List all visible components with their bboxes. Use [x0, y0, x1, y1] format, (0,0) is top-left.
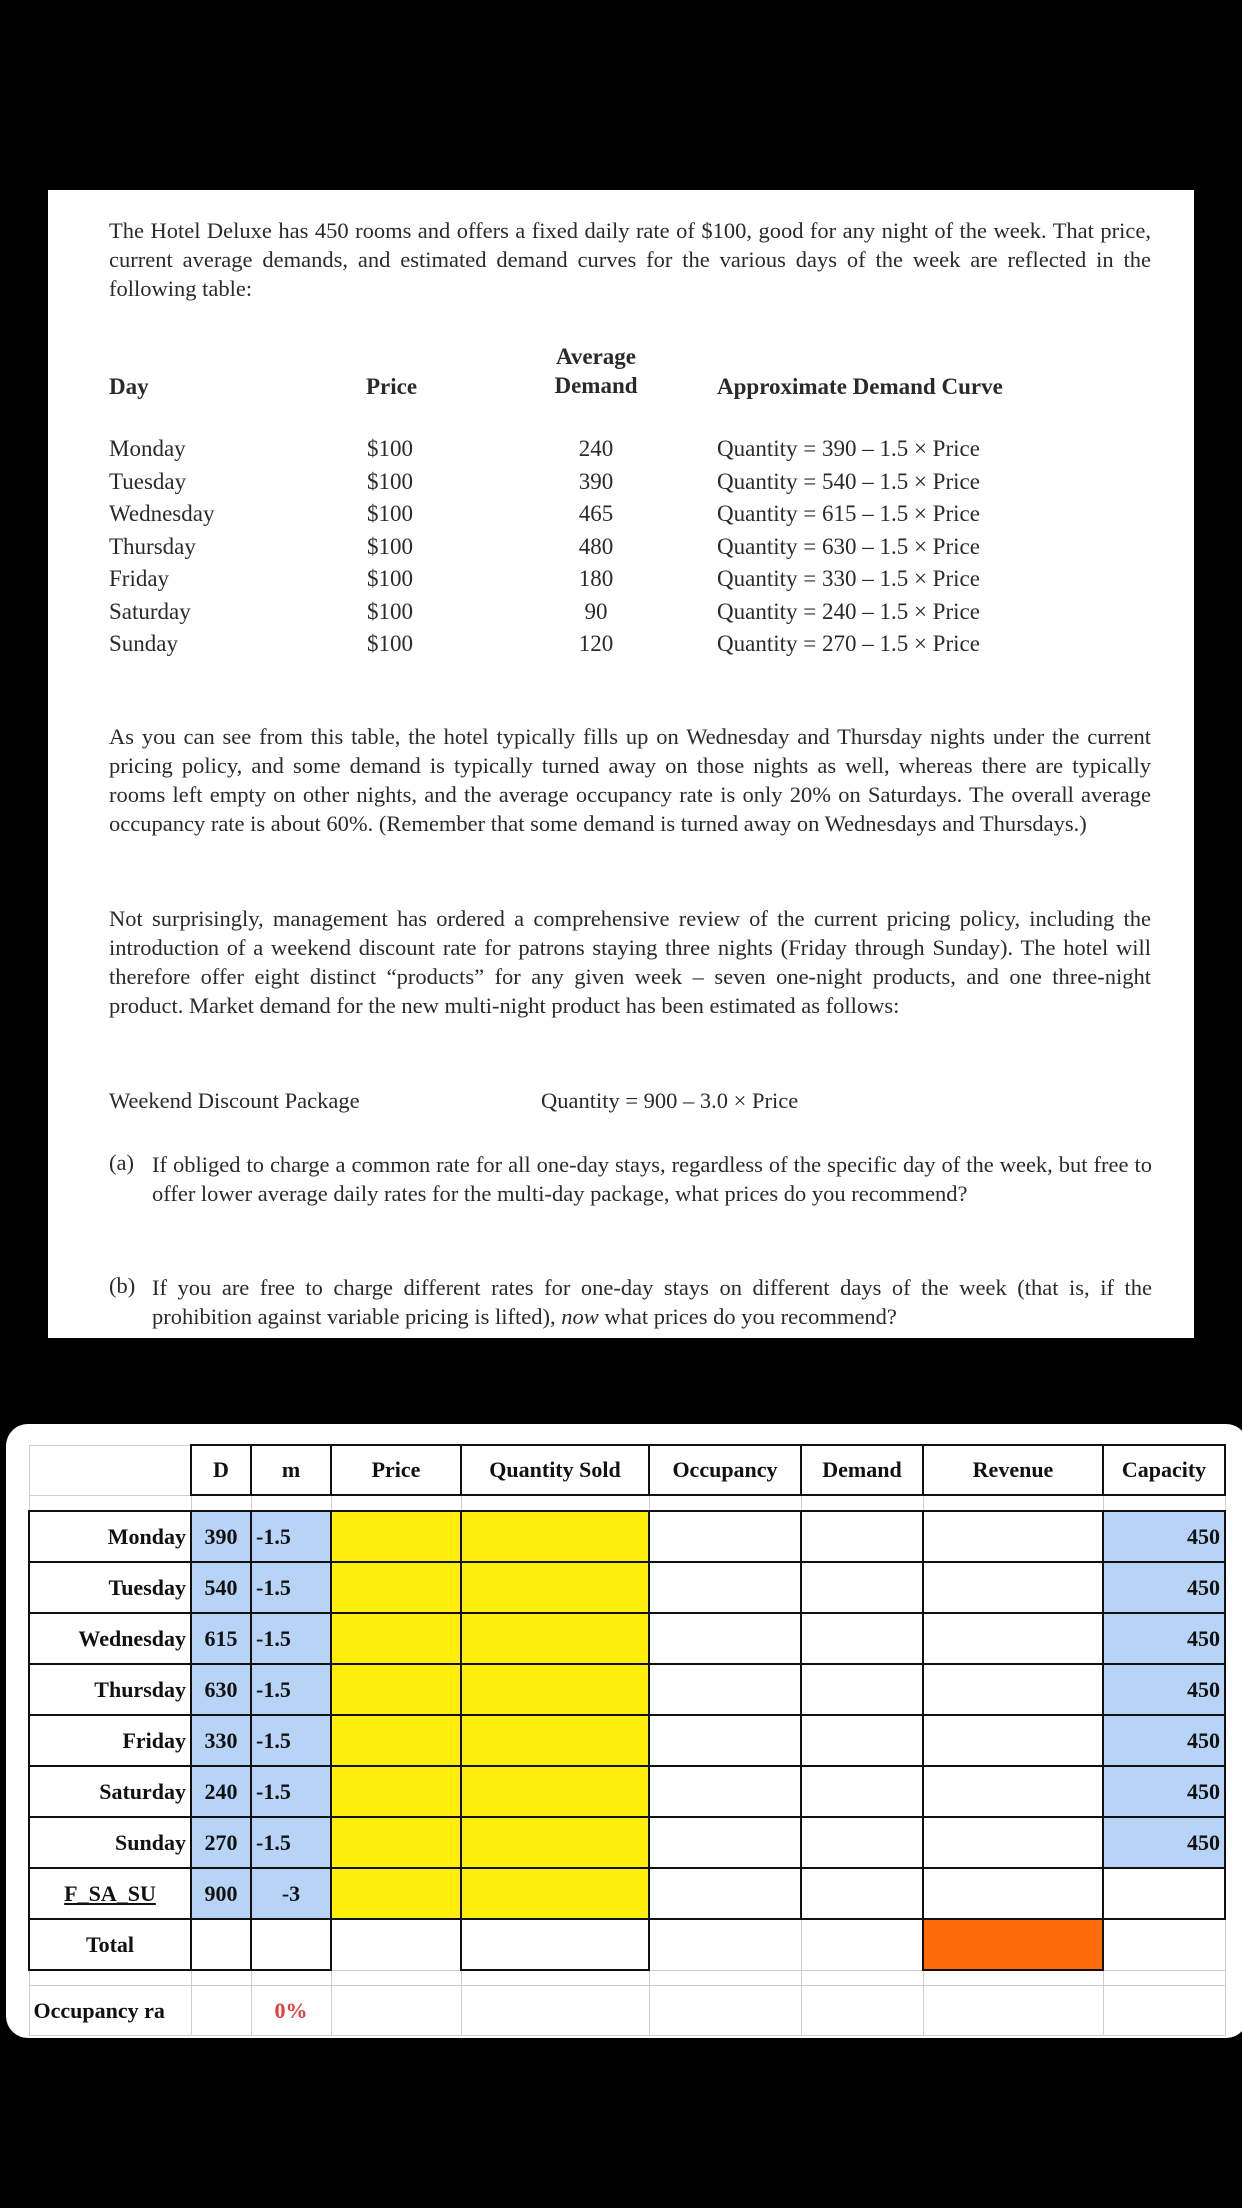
cell-price[interactable]	[331, 1664, 461, 1715]
demand-cell: 90	[584, 598, 608, 624]
demand-cell: 180	[578, 566, 614, 591]
row-label-saturday[interactable]: Saturday	[29, 1766, 191, 1817]
cell-quantity-sold[interactable]	[461, 1817, 649, 1868]
demand-cell: 120	[578, 631, 614, 656]
cell-quantity-sold[interactable]	[461, 1562, 649, 1613]
total-row	[29, 1919, 1225, 1970]
demand-cell: 390	[578, 468, 614, 494]
price-cell: $100	[367, 501, 413, 526]
table-row	[29, 1817, 1225, 1868]
cell-quantity-sold[interactable]	[461, 1613, 649, 1664]
row-label-occupancy-rate[interactable]: Occupancy ra	[29, 1986, 191, 2036]
total-revenue[interactable]	[923, 1919, 1103, 1970]
problem-document	[48, 190, 1194, 1338]
curve-cell: Quantity = 615 – 1.5 × Price	[717, 501, 980, 526]
curve-cell: Quantity = 270 – 1.5 × Price	[717, 631, 980, 656]
header-price[interactable]: Price	[331, 1445, 461, 1495]
table-row	[29, 1868, 1225, 1919]
cell-m[interactable]: -1.5	[251, 1613, 331, 1664]
header-occupancy[interactable]: Occupancy	[649, 1445, 801, 1495]
cell-demand[interactable]	[801, 1766, 923, 1817]
cell-price[interactable]	[331, 1817, 461, 1868]
row-label-weekend-package[interactable]: F_SA_SU	[29, 1868, 191, 1919]
cell-occupancy[interactable]	[649, 1766, 801, 1817]
total-d[interactable]	[191, 1919, 251, 1970]
cell-price[interactable]	[331, 1715, 461, 1766]
total-demand[interactable]	[801, 1919, 923, 1970]
question-b-text	[152, 1273, 1152, 1331]
price-cell: $100	[367, 566, 413, 591]
cell-demand[interactable]	[801, 1511, 923, 1562]
cell-capacity[interactable]: 450	[1103, 1562, 1225, 1613]
header-capacity[interactable]: Capacity	[1103, 1445, 1225, 1495]
cell-revenue[interactable]	[923, 1766, 1103, 1817]
cell-m[interactable]: -1.5	[251, 1562, 331, 1613]
cell-price[interactable]	[331, 1868, 461, 1919]
intro-paragraph: The Hotel Deluxe has 450 rooms and offers a fixed daily rate of $100, good for any night of the week. That price, current average demands, and estimated demand curves for the various days of the week are reflected in the following table:	[109, 218, 1151, 301]
curve-cell: Quantity = 630 – 1.5 × Price	[717, 533, 980, 559]
day-cell: Wednesday	[109, 501, 215, 526]
occupancy-paragraph: As you can see from this table, the hotel typically fills up on Wednesday and Thursday nights under the current pricing policy, and some demand is typically turned away on those nights as well, whereas there are typically rooms left empty on other nights, and the average occupancy rate is only 20% on Saturdays. The overall average occupancy rate is about 60%. (Remember that some demand is turned away on Wednesdays and Thursdays.)	[109, 724, 1151, 836]
col-header-average: Average	[555, 344, 637, 369]
row-label-total[interactable]: Total	[29, 1919, 191, 1970]
day-column	[109, 433, 214, 661]
question-b-emphasis: now	[561, 1304, 599, 1329]
table-row	[29, 1613, 1225, 1664]
empty-cell[interactable]	[461, 1986, 649, 2036]
cell-quantity-sold[interactable]	[461, 1766, 649, 1817]
empty-cell[interactable]	[801, 1986, 923, 2036]
empty-cell[interactable]	[331, 1986, 461, 2036]
cell-revenue[interactable]	[923, 1613, 1103, 1664]
cell-occupancy[interactable]	[649, 1664, 801, 1715]
occupancy-rate-value[interactable]: 0%	[251, 1986, 331, 2036]
cell-d[interactable]: 390	[191, 1511, 251, 1562]
corner-cell[interactable]	[29, 1445, 191, 1495]
spreadsheet-grid	[28, 1444, 1226, 2036]
spreadsheet	[6, 1424, 1242, 2038]
question-b-text-post: what prices do you recommend?	[598, 1304, 897, 1329]
price-column	[367, 433, 413, 661]
cell-d[interactable]: 540	[191, 1562, 251, 1613]
cell-capacity[interactable]	[1103, 1868, 1225, 1919]
cell-occupancy[interactable]	[649, 1613, 801, 1664]
header-quantity-sold[interactable]: Quantity Sold	[461, 1445, 649, 1495]
occupancy-blank[interactable]	[191, 1986, 251, 2036]
row-label-monday[interactable]: Monday	[29, 1511, 191, 1562]
cell-demand[interactable]	[801, 1562, 923, 1613]
cell-capacity[interactable]: 450	[1103, 1715, 1225, 1766]
cell-d[interactable]: 330	[191, 1715, 251, 1766]
question-b-text-pre: If you are free to charge different rates for one-day stays on different days of the week (that is, if the prohibition against variable pricing is lifted),	[152, 1275, 1152, 1329]
total-price[interactable]	[331, 1919, 461, 1970]
price-cell: $100	[367, 533, 413, 559]
cell-m[interactable]: -1.5	[251, 1766, 331, 1817]
total-m[interactable]	[251, 1919, 331, 1970]
cell-demand[interactable]	[801, 1664, 923, 1715]
spacer-row	[29, 1495, 1225, 1511]
question-a-label: (a)	[109, 1150, 134, 1175]
cell-revenue[interactable]	[923, 1868, 1103, 1919]
cell-m[interactable]: -3	[251, 1868, 331, 1919]
cell-m[interactable]: -1.5	[251, 1511, 331, 1562]
col-header-curve: Approximate Demand Curve	[717, 374, 1003, 399]
header-m[interactable]: m	[251, 1445, 331, 1495]
cell-occupancy[interactable]	[649, 1511, 801, 1562]
price-cell: $100	[367, 436, 413, 461]
table-row	[29, 1562, 1225, 1613]
price-cell: $100	[367, 468, 413, 494]
cell-d[interactable]: 240	[191, 1766, 251, 1817]
table-row	[29, 1511, 1225, 1562]
demand-cell: 465	[578, 501, 614, 526]
cell-demand[interactable]	[801, 1613, 923, 1664]
cell-occupancy[interactable]	[649, 1817, 801, 1868]
day-cell: Saturday	[109, 598, 191, 624]
cell-capacity[interactable]: 450	[1103, 1664, 1225, 1715]
price-cell: $100	[367, 631, 413, 656]
cell-occupancy[interactable]	[649, 1562, 801, 1613]
demand-cell: 480	[578, 533, 614, 559]
cell-revenue[interactable]	[923, 1562, 1103, 1613]
cell-m[interactable]: -1.5	[251, 1664, 331, 1715]
day-cell: Sunday	[109, 631, 178, 656]
total-occupancy[interactable]	[649, 1919, 801, 1970]
row-label-tuesday[interactable]: Tuesday	[29, 1562, 191, 1613]
cell-d[interactable]: 615	[191, 1613, 251, 1664]
empty-cell[interactable]	[1103, 1986, 1225, 2036]
col-header-day: Day	[109, 374, 149, 399]
table-row	[29, 1766, 1225, 1817]
cell-demand[interactable]	[801, 1817, 923, 1868]
cell-price[interactable]	[331, 1613, 461, 1664]
day-cell: Thursday	[109, 533, 196, 559]
spacer-row	[29, 1970, 1225, 1986]
row-label-friday[interactable]: Friday	[29, 1715, 191, 1766]
header-row	[29, 1445, 1225, 1495]
cell-d[interactable]: 270	[191, 1817, 251, 1868]
curve-cell: Quantity = 330 – 1.5 × Price	[717, 566, 980, 591]
day-cell: Friday	[109, 566, 170, 591]
occupancy-row	[29, 1986, 1225, 2036]
cell-demand[interactable]	[801, 1715, 923, 1766]
row-label-thursday[interactable]: Thursday	[29, 1664, 191, 1715]
question-a-text: If obliged to charge a common rate for all one-day stays, regardless of the specific day of the week, but free to offer lower average daily rates for the multi-day package, what prices do you recommend?	[152, 1152, 1152, 1206]
cell-capacity[interactable]: 450	[1103, 1511, 1225, 1562]
table-row	[29, 1664, 1225, 1715]
cell-price[interactable]	[331, 1562, 461, 1613]
package-label: Weekend Discount Package	[109, 1088, 360, 1113]
curve-column	[717, 433, 980, 661]
cell-revenue[interactable]	[923, 1715, 1103, 1766]
cell-quantity-sold[interactable]	[461, 1511, 649, 1562]
cell-occupancy[interactable]	[649, 1715, 801, 1766]
row-label-sunday[interactable]: Sunday	[29, 1817, 191, 1868]
question-b-label: (b)	[109, 1273, 136, 1298]
cell-revenue[interactable]	[923, 1511, 1103, 1562]
cell-capacity[interactable]: 450	[1103, 1817, 1225, 1868]
col-header-demand: Demand	[554, 373, 638, 398]
cell-d[interactable]: 630	[191, 1664, 251, 1715]
day-cell: Tuesday	[109, 468, 187, 494]
empty-cell[interactable]	[649, 1986, 801, 2036]
cell-price[interactable]	[331, 1511, 461, 1562]
cell-revenue[interactable]	[923, 1664, 1103, 1715]
total-capacity[interactable]	[1103, 1919, 1225, 1970]
table-row	[29, 1715, 1225, 1766]
cell-quantity-sold[interactable]	[461, 1664, 649, 1715]
curve-cell: Quantity = 540 – 1.5 × Price	[717, 468, 980, 494]
total-quantity-sold[interactable]	[461, 1919, 649, 1970]
header-demand[interactable]: Demand	[801, 1445, 923, 1495]
day-cell: Monday	[109, 436, 186, 461]
curve-cell: Quantity = 390 – 1.5 × Price	[717, 436, 980, 461]
empty-cell[interactable]	[923, 1986, 1103, 2036]
header-revenue[interactable]: Revenue	[923, 1445, 1103, 1495]
cell-revenue[interactable]	[923, 1817, 1103, 1868]
cell-quantity-sold[interactable]	[461, 1868, 649, 1919]
row-label-wednesday[interactable]: Wednesday	[29, 1613, 191, 1664]
demand-column	[541, 433, 651, 661]
price-cell: $100	[367, 598, 413, 624]
package-curve: Quantity = 900 – 3.0 × Price	[541, 1088, 799, 1113]
cell-demand[interactable]	[801, 1868, 923, 1919]
cell-m[interactable]: -1.5	[251, 1817, 331, 1868]
col-header-price: Price	[366, 374, 418, 399]
cell-d[interactable]: 900	[191, 1868, 251, 1919]
cell-quantity-sold[interactable]	[461, 1715, 649, 1766]
cell-m[interactable]: -1.5	[251, 1715, 331, 1766]
cell-capacity[interactable]: 450	[1103, 1766, 1225, 1817]
curve-cell: Quantity = 240 – 1.5 × Price	[717, 598, 980, 624]
review-paragraph: Not surprisingly, management has ordered a comprehensive review of the current pricing policy, including the introduction of a weekend discount rate for patrons staying three nights (Friday through Sunday). The hotel will therefore offer eight distinct “products” for any given week – seven one-night products, and one three-night product. Market demand for the new multi-night product has been estimated as follows:	[109, 906, 1151, 1018]
cell-occupancy[interactable]	[649, 1868, 801, 1919]
cell-capacity[interactable]: 450	[1103, 1613, 1225, 1664]
cell-price[interactable]	[331, 1766, 461, 1817]
header-d[interactable]: D	[191, 1445, 251, 1495]
demand-cell: 240	[578, 436, 614, 461]
